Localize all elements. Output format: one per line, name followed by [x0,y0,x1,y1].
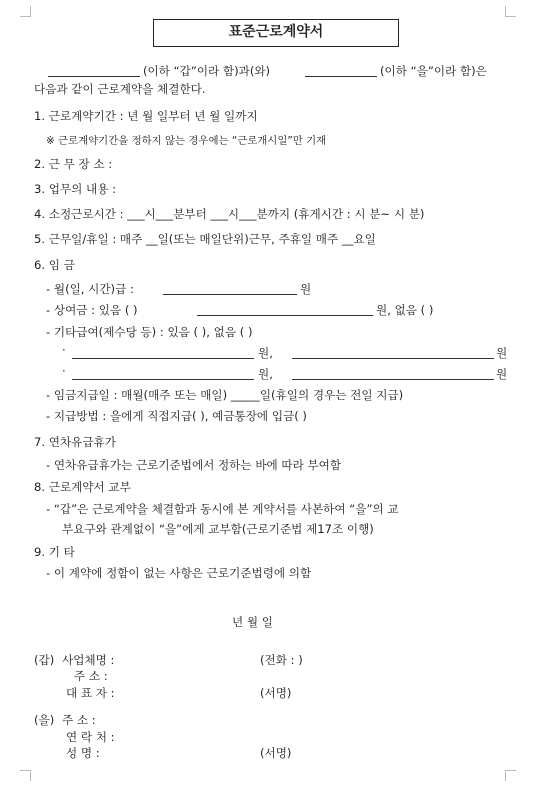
employee-sign-label: (서명) [260,746,292,760]
section-8-desc: 부요구와 관계없이 “을”에게 교부함(근로기준법 제17조 이행) [62,522,374,536]
allowance-blank [72,379,254,380]
wage-blank [163,294,297,295]
bonus-unit: 원, 없음 ( ) [376,303,434,317]
allowance-blank [72,358,254,359]
intro-line1a: (이하 “갑”이라 함)과(와) [143,64,271,78]
employer-addr-label: 주 소 : [74,669,108,683]
employer-rep-label: 대 표 자 : [66,686,115,700]
allowance-unit: 원, [258,367,273,381]
section-6: 6. 임 금 [34,258,75,272]
section-2: 2. 근 무 장 소 : [34,157,113,171]
allowance-unit: 원, [258,346,273,360]
party-a-blank [48,76,140,77]
document-title: 표준근로계약서 [153,19,399,47]
allowance-unit: 원 [496,367,508,381]
section-8-desc: - “갑”은 근로계약을 체결함과 동시에 본 계약서를 사본하여 “을”의 교 [46,502,399,516]
section-7: 7. 연차유급휴가 [34,435,116,449]
allowance-blank [292,379,494,380]
employer-name-label: 사업체명 : [62,653,115,667]
date-line: 년 월 일 [232,615,273,629]
bullet: · [62,364,66,378]
crop-mark [20,770,31,781]
section-8: 8. 근로계약서 교부 [34,480,131,494]
employee-addr-label: 주 소 : [62,713,96,727]
intro-line1b: (이하 “을”이라 함)은 [380,64,487,78]
crop-mark [505,6,516,17]
section-1-note: ※ 근로계약기간을 정하지 않는 경우에는 “근로개시일”만 기재 [46,135,327,147]
section-9-desc: - 이 계약에 정함이 없는 사항은 근로기준법령에 의함 [46,566,312,580]
wage-unit: 원 [300,282,312,296]
employer-sign-label: (서명) [260,686,292,700]
employee-contact-label: 연 락 처 : [66,730,115,744]
party-b-blank [305,76,377,77]
employee-name-label: 성 명 : [66,746,100,760]
employer-label: (갑) [34,653,55,667]
employee-label: (을) [34,713,55,727]
intro-line2: 다음과 같이 근로계약을 체결한다. [34,82,206,96]
bonus-blank [197,315,373,316]
crop-mark [20,6,31,17]
other-pay: - 기타급여(제수당 등) : 있음 ( ), 없음 ( ) [46,325,253,339]
section-4: 4. 소정근로시간 : ___시___분부터 ___시___분까지 (휴게시간 : 시 분~ 시 분) [34,207,425,221]
section-7-desc: - 연차유급휴가는 근로기준법에서 정하는 바에 따라 부여함 [46,458,342,472]
section-1: 1. 근로계약기간 : 년 월 일부터 년 월 일까지 [34,109,258,123]
section-3: 3. 업무의 내용 : [34,182,117,196]
section-5: 5. 근무일/휴일 : 매주 __일(또는 매일단위)근무, 주휴일 매주 __요일 [34,232,376,246]
allowance-unit: 원 [496,346,508,360]
pay-method: - 지급방법 : 을에게 직접지급( ), 예금통장에 입금( ) [46,409,307,423]
bullet: · [62,343,66,357]
section-9: 9. 기 타 [34,545,75,559]
bonus-label: - 상여금 : 있음 ( ) [46,303,138,317]
wage-label: - 월(일, 시간)급 : [46,282,134,296]
crop-mark [505,770,516,781]
employer-phone-label: (전화 : ) [260,653,303,667]
allowance-blank [292,358,494,359]
payday: - 임금지급일 : 매월(매주 또는 매일) _____일(휴일의 경우는 전일 지급) [46,388,404,402]
